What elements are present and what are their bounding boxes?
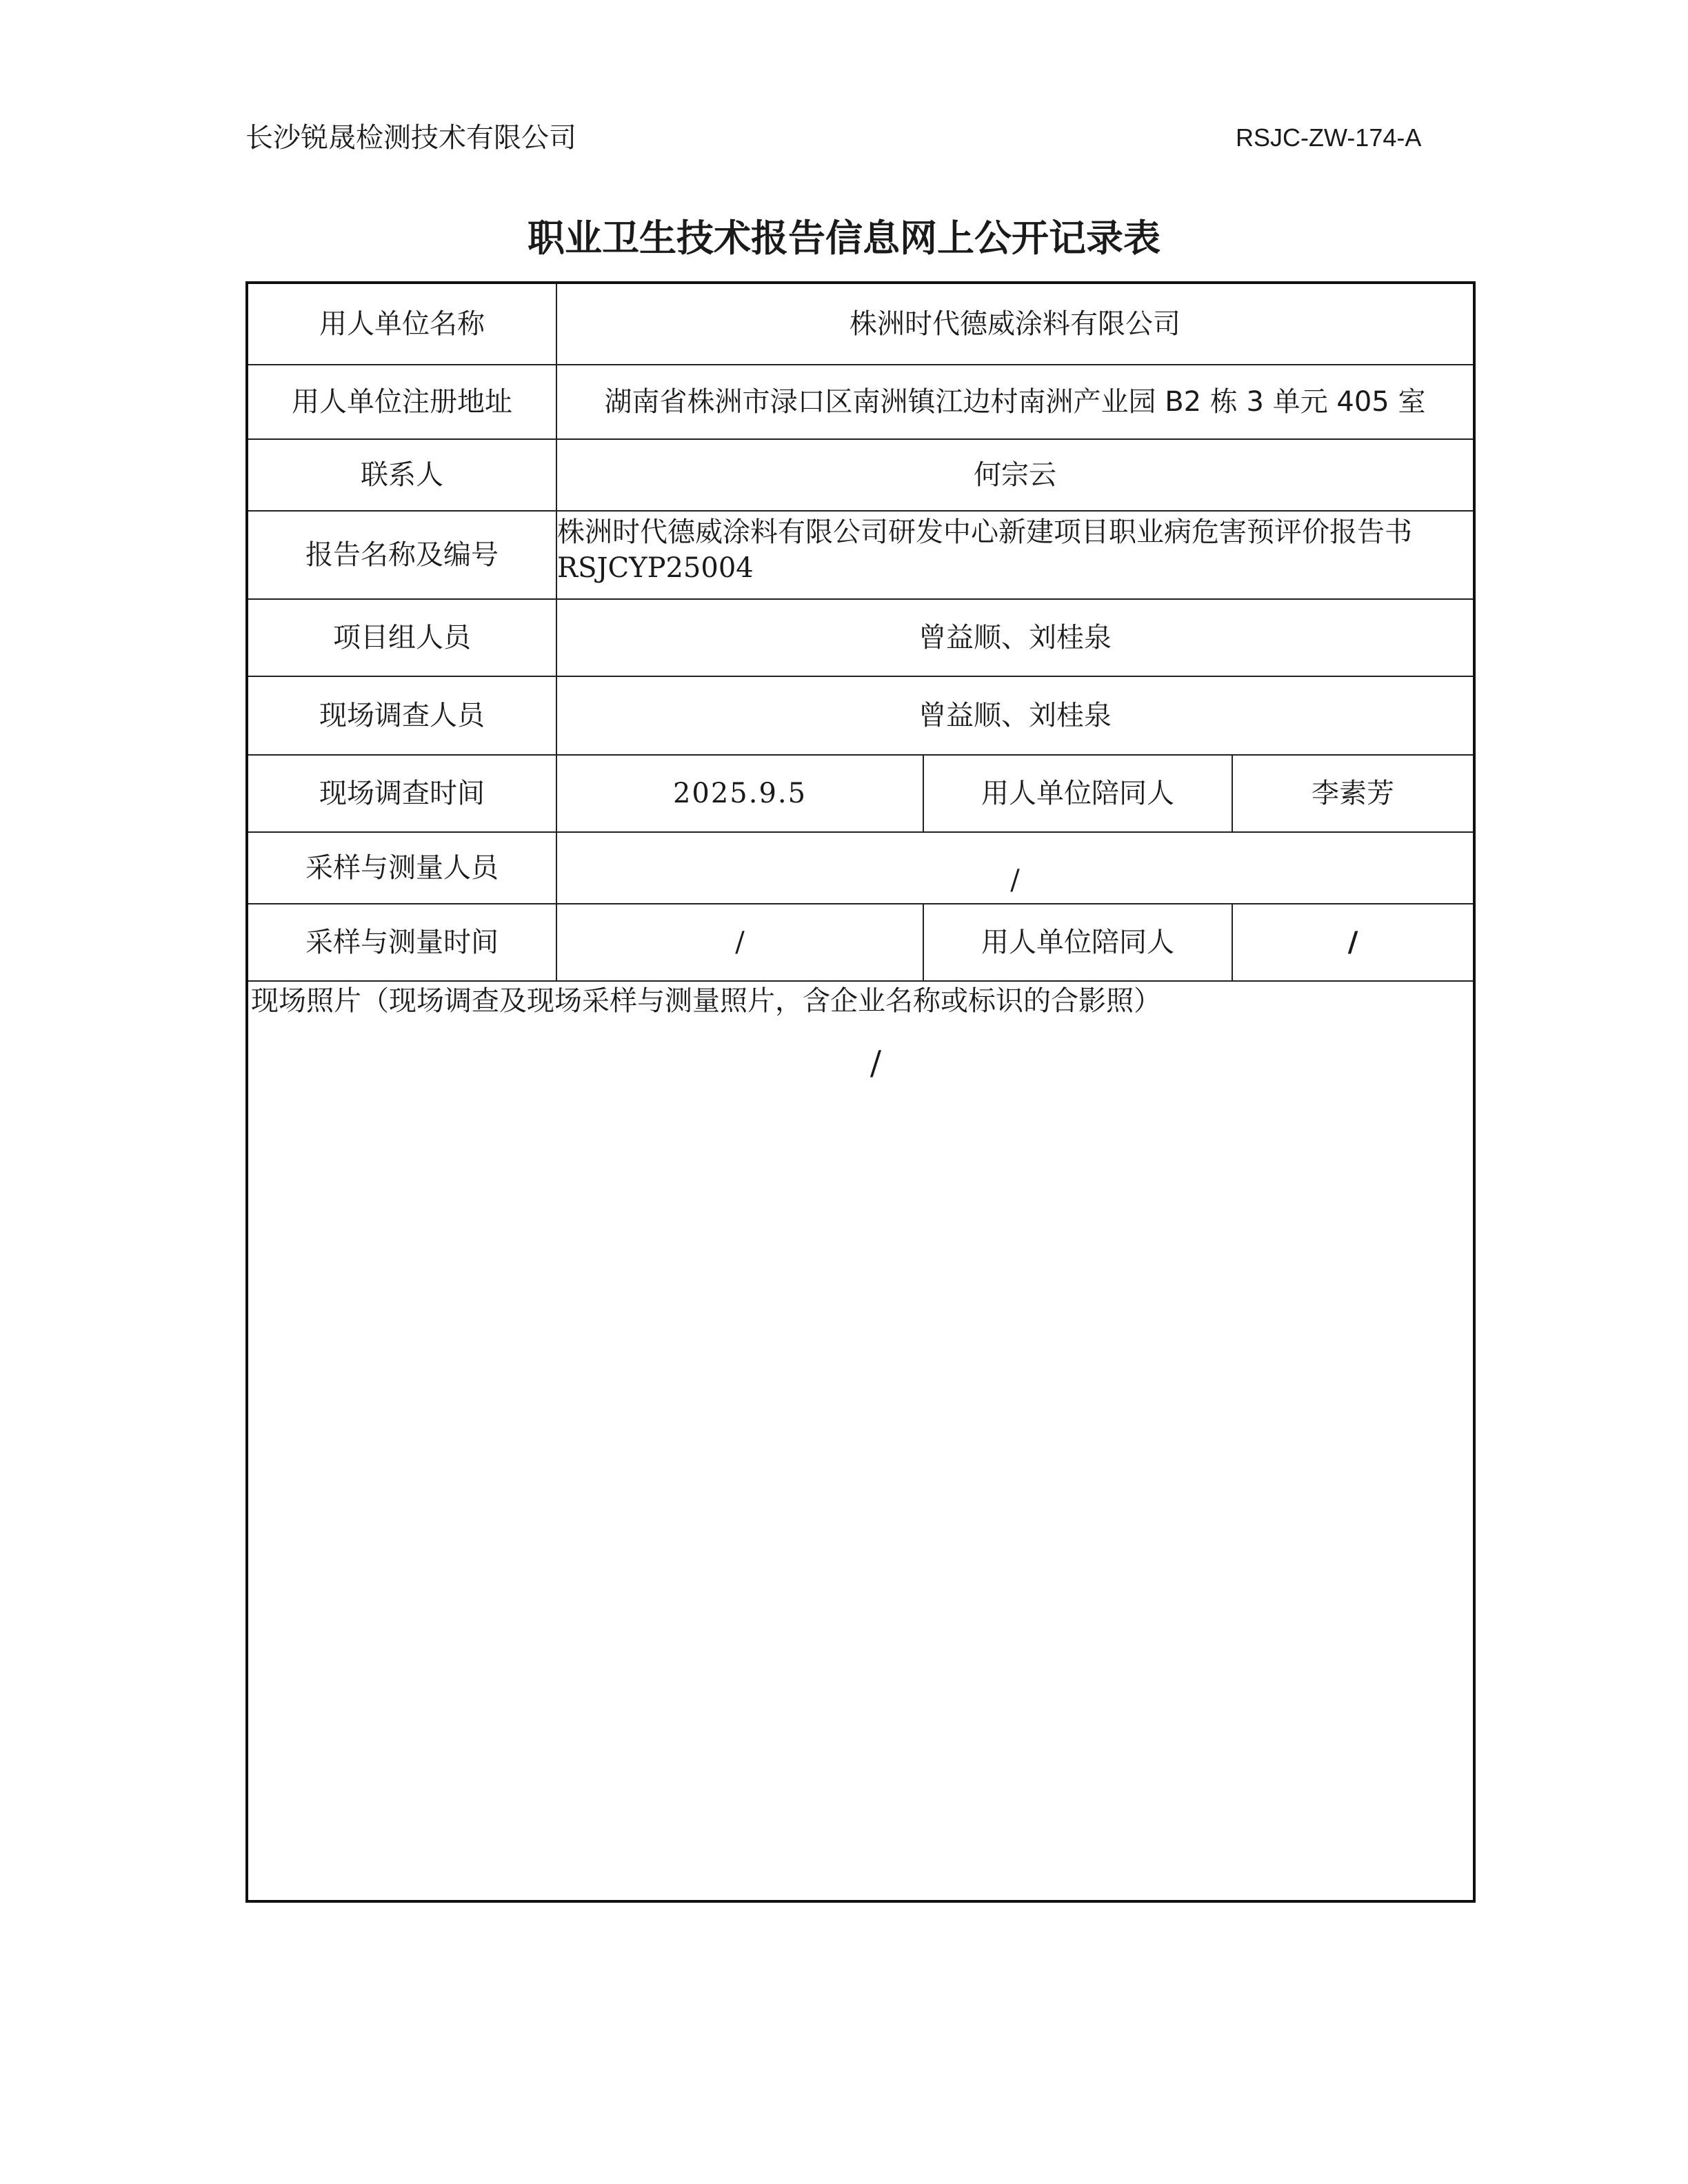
employer-address-value: 湖南省株洲市渌口区南洲镇江边村南洲产业园 B2 栋 3 单元 405 室 xyxy=(604,386,1426,418)
sampling-time-label: 采样与测量时间 xyxy=(305,927,499,958)
report-number: RSJCYP25004 xyxy=(557,552,754,584)
survey-time-label: 现场调查时间 xyxy=(319,778,485,809)
record-table xyxy=(245,281,1476,1903)
sampling-companion-label: 用人单位陪同人 xyxy=(981,927,1174,958)
form-code: RSJC-ZW-174-A xyxy=(1236,123,1422,152)
survey-staff-value: 曾益顺、刘桂泉 xyxy=(918,700,1112,731)
project-team-label: 项目组人员 xyxy=(333,622,471,654)
employer-address-label: 用人单位注册地址 xyxy=(292,386,512,418)
report-title: 株洲时代德威涂料有限公司研发中心新建项目职业病危害预评价报告书 xyxy=(557,516,1412,548)
page-title: 职业卫生技术报告信息网上公开记录表 xyxy=(528,216,1160,260)
employer-name-label: 用人单位名称 xyxy=(319,308,485,340)
project-team-value: 曾益顺、刘桂泉 xyxy=(918,622,1112,654)
contact-value: 何宗云 xyxy=(974,459,1056,491)
survey-companion-label: 用人单位陪同人 xyxy=(981,778,1174,809)
employer-name-value: 株洲时代德威涂料有限公司 xyxy=(850,308,1180,340)
sampling-time-value: / xyxy=(735,927,745,958)
sampling-staff-value: / xyxy=(1010,865,1020,896)
photos-label: 现场照片（现场调查及现场采样与测量照片，含企业名称或标识的合影照） xyxy=(251,985,1161,1017)
company-name: 长沙锐晟检测技术有限公司 xyxy=(245,122,576,154)
sampling-companion-value: / xyxy=(1347,927,1358,958)
survey-companion-value: 李素芳 xyxy=(1312,778,1394,809)
survey-staff-label: 现场调查人员 xyxy=(319,700,485,731)
report-value xyxy=(557,514,1470,603)
survey-time-value: 2025.9.5 xyxy=(672,778,807,809)
sampling-staff-label: 采样与测量人员 xyxy=(305,852,499,884)
contact-label: 联系人 xyxy=(361,459,443,491)
photos-value: / xyxy=(870,1044,882,1082)
report-label: 报告名称及编号 xyxy=(305,539,499,571)
